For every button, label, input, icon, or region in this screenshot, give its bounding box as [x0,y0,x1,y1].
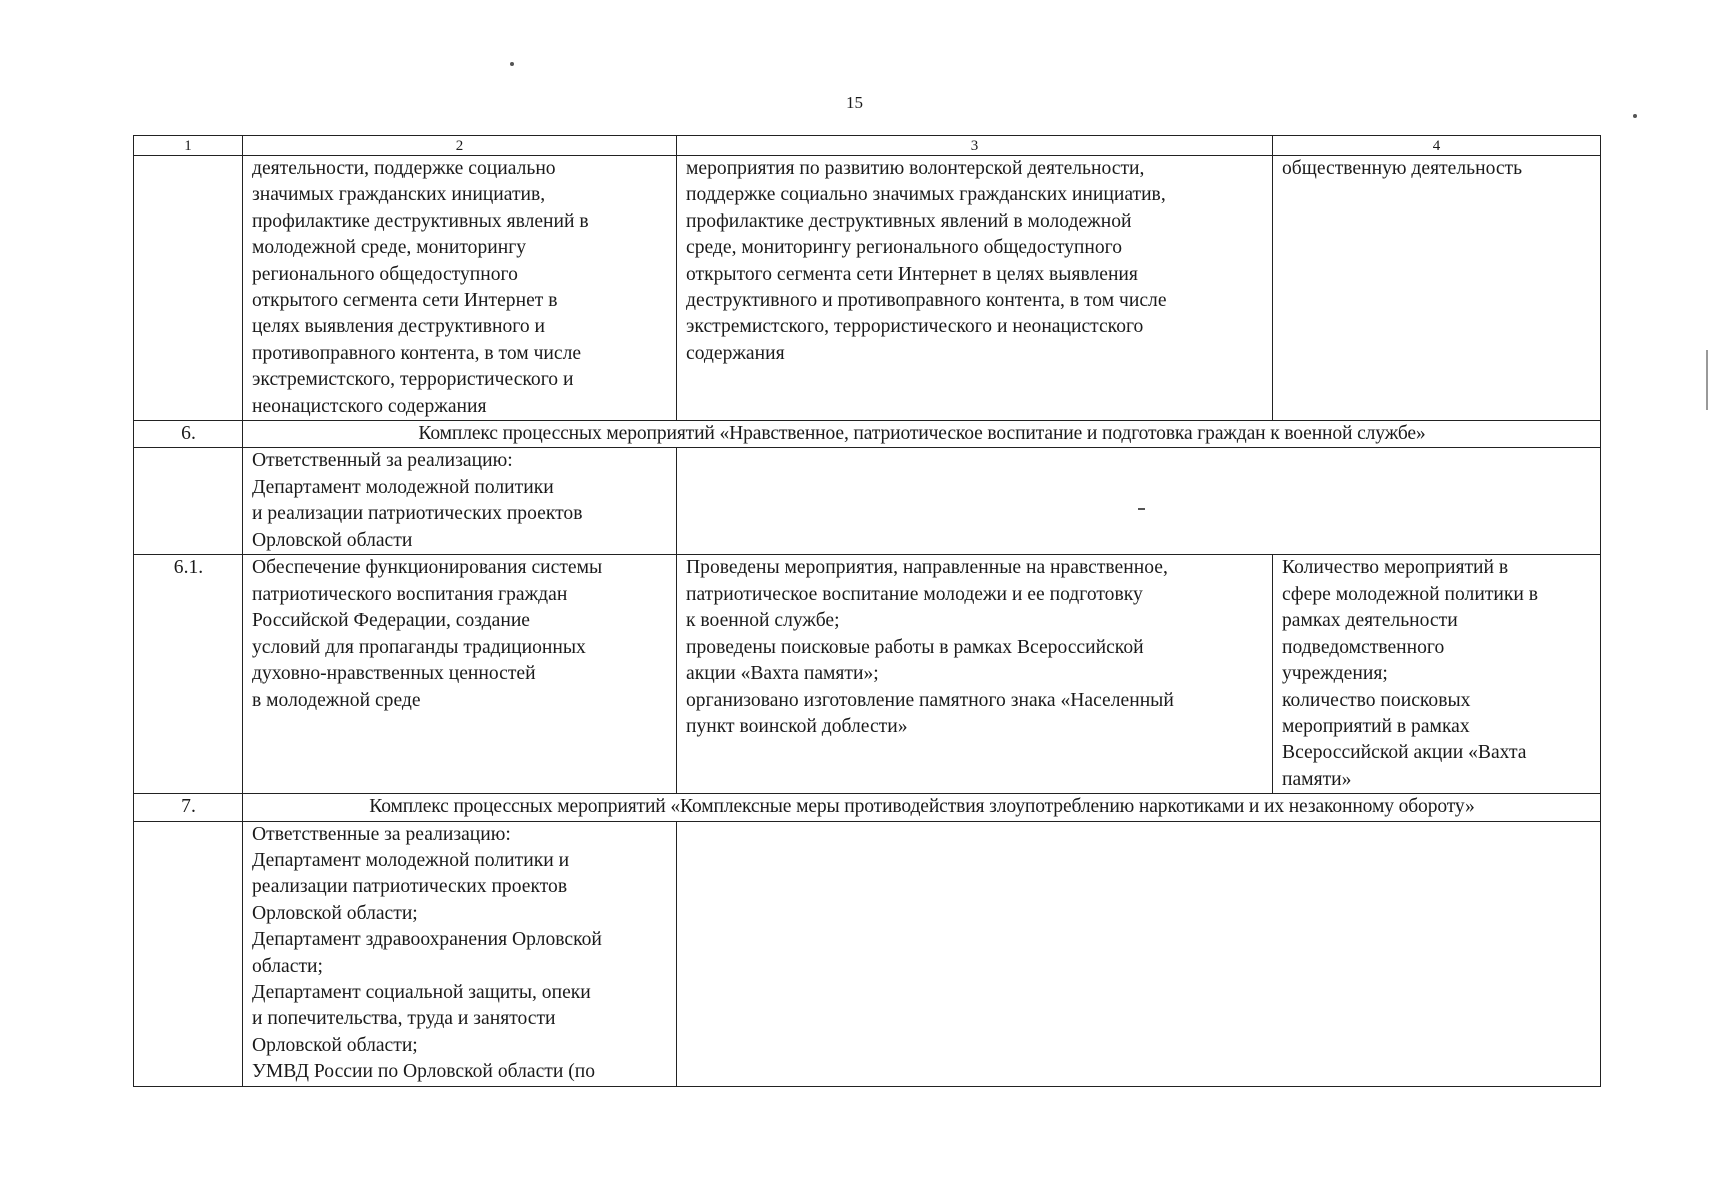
text-line: к военной службе; [686,610,840,632]
text-line: проведены поисковые работы в рамках Всероссийской [686,636,1144,658]
page-number: 15 [846,93,863,112]
text-line: Всероссийской акции «Вахта [1282,742,1527,764]
text-line: реализации патриотических проектов [252,876,568,898]
section-7-responsible [243,821,677,1086]
text-line: условий для пропаганды традиционных [252,636,586,658]
text-line: Департамент молодежной политики и [252,849,570,871]
section-7-number: 7. [134,794,243,821]
section-7-title: Комплекс процессных мероприятий «Комплексные меры противодействия злоупотреблению наркотиками и их незаконному обороту» [243,794,1601,821]
text-line: в молодежной среде [252,689,421,711]
text-line: УМВД России по Орловской области (по [252,1061,596,1083]
text-line: Ответственный за реализацию: [252,450,513,472]
text-line: памяти» [1282,768,1352,790]
header-cell-2: 2 [243,136,677,156]
text-line: открытого сегмента сети Интернет в целях выявления [686,263,1138,285]
section-6-responsible [243,448,677,555]
text-line: неонацистского содержания [252,395,487,417]
continuation-col4 [1273,156,1601,421]
text-line: Количество мероприятий в [1282,557,1509,579]
text-line: среде, мониторингу регионального общедоступного [686,237,1123,259]
section-7-header-row [134,794,1601,821]
text-line: пункт воинской доблести» [686,715,908,737]
section-6-header-row [134,421,1601,448]
text-line: деструктивного и противоправного контента, в том числе [686,290,1167,312]
text-line: целях выявления деструктивного и [252,316,546,338]
table-header-row [134,136,1601,156]
text-line: профилактике деструктивных явлений в [252,210,589,232]
text-line: Ответственные за реализацию: [252,823,511,845]
continuation-col2 [243,156,677,421]
scan-speck [1706,350,1708,410]
text-line: экстремистского, террористического и [252,369,574,391]
text-line: мероприятий в рамках [1282,715,1470,737]
text-line: деятельности, поддержке социально [252,158,556,179]
section-6-number: 6. [134,421,243,448]
section-6-responsible-row [134,448,1601,555]
text-line: регионального общедоступного [252,263,518,285]
scan-speck [510,62,514,66]
text-line: духовно-нравственных ценностей [252,663,536,685]
header-cell-1: 1 [134,136,243,156]
row-6-1-number: 6.1. [134,555,243,794]
text-line: Департамент здравоохранения Орловской [252,929,602,951]
continuation-col3 [677,156,1273,421]
section-7-responsible-number-cell [134,821,243,1086]
text-line: количество поисковых [1282,689,1471,711]
continuation-row [134,156,1601,421]
text-line: и попечительства, труда и занятости [252,1008,556,1030]
scan-speck [1633,114,1637,118]
text-line: содержания [686,342,785,364]
section-6-responsible-empty-cell [677,448,1601,555]
text-line: Проведены мероприятия, направленные на нравственное, [686,557,1168,579]
text-line: области; [252,955,323,977]
text-line: Департамент молодежной политики [252,476,554,498]
text-line: профилактике деструктивных явлений в молодежной [686,210,1132,232]
text-line: молодежной среде, мониторингу [252,237,527,259]
row-6-1 [134,555,1601,794]
text-line: акции «Вахта памяти»; [686,663,879,685]
text-line: экстремистского, террористического и неонацистского [686,316,1144,338]
text-line: Орловской области [252,529,413,551]
text-line: противоправного контента, в том числе [252,342,582,364]
text-line: Российской Федерации, создание [252,610,531,632]
row-6-1-col4 [1273,555,1601,794]
text-line: сфере молодежной политики в [1282,583,1539,605]
header-cell-4: 4 [1273,136,1601,156]
row-6-1-col2 [243,555,677,794]
measures-table [133,135,1601,1087]
text-line: подведомственного [1282,636,1445,658]
text-line: учреждения; [1282,663,1388,685]
row-6-1-col3 [677,555,1273,794]
text-line: рамках деятельности [1282,610,1458,632]
text-line: патриотическое воспитание молодежи и ее подготовку [686,583,1143,605]
text-line: поддержке социально значимых гражданских инициатив, [686,184,1166,206]
text-line: открытого сегмента сети Интернет в [252,290,558,312]
scan-speck [1138,508,1145,510]
section-6-title: Комплекс процессных мероприятий «Нравственное, патриотическое воспитание и подготовка граждан к военной службе» [243,421,1601,448]
text-line: Обеспечение функционирования системы [252,557,603,579]
text-line: общественную деятельность [1282,158,1523,179]
text-line: патриотического воспитания граждан [252,583,568,605]
text-line: и реализации патриотических проектов [252,503,583,525]
text-line: Орловской области; [252,902,418,924]
text-line: значимых гражданских инициатив, [252,184,546,206]
section-7-responsible-row [134,821,1601,1086]
section-6-responsible-number-cell [134,448,243,555]
text-line: Орловской области; [252,1034,418,1056]
section-7-responsible-empty-cell [677,821,1601,1086]
text-line: мероприятия по развитию волонтерской деятельности, [686,158,1145,179]
continuation-number-cell [134,156,243,421]
text-line: организовано изготовление памятного знака «Населенный [686,689,1174,711]
header-cell-3: 3 [677,136,1273,156]
text-line: Департамент социальной защиты, опеки [252,981,591,1003]
